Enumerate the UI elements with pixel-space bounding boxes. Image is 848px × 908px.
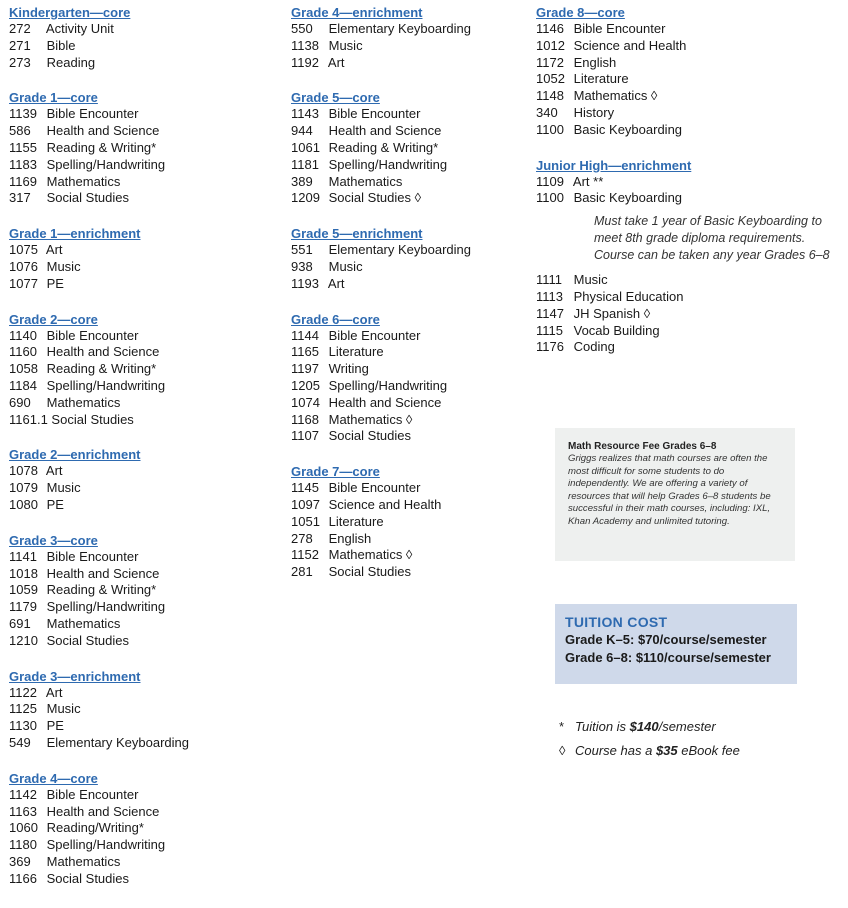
course-number: 340 — [536, 104, 558, 120]
course-row — [9, 174, 279, 191]
course-number: 1075 — [9, 242, 38, 258]
course-row — [9, 804, 279, 821]
course-name: Health and Science — [46, 803, 160, 819]
course-number: 1077 — [9, 275, 38, 291]
course-name: Social Studies — [46, 632, 130, 648]
course-number: 389 — [291, 173, 313, 189]
footnote-asterisk — [559, 715, 839, 739]
course-row — [9, 718, 279, 735]
course-row — [536, 122, 836, 139]
course-row — [9, 735, 279, 752]
course-name: Social Studies ◊ — [328, 190, 422, 206]
course-number: 1100 — [536, 121, 564, 137]
course-row — [291, 328, 531, 345]
course-name: Literature — [573, 71, 629, 87]
course-number: 1193 — [291, 275, 319, 291]
course-row — [9, 55, 279, 72]
course-number: 1141 — [9, 548, 37, 564]
course-name: Art — [45, 242, 63, 258]
course-number: 1139 — [9, 106, 37, 122]
course-row — [291, 412, 531, 429]
course-number: 1079 — [9, 480, 38, 496]
course-name: Music — [46, 258, 81, 274]
course-row — [9, 685, 279, 702]
course-row — [9, 242, 279, 259]
math-fee-body: Griggs realizes that math courses are often the most difficult for some students to do independently. We are offering a variety of resources that will help Grades 6–8 students be successful in their math courses, including: IXL, Khan Academy and unlimited tutoring. — [568, 453, 771, 527]
course-number: 1142 — [9, 786, 37, 802]
course-name: Mathematics — [328, 173, 403, 189]
course-row — [291, 123, 531, 140]
course-number: 938 — [291, 258, 313, 274]
course-name: English — [328, 530, 372, 546]
course-name: History — [573, 104, 615, 120]
section-heading: Grade 1—enrichment — [9, 226, 141, 242]
course-row — [9, 837, 279, 854]
course-row — [9, 157, 279, 174]
section-grade-4-core — [9, 770, 279, 888]
section-heading: Junior High—enrichment — [536, 157, 692, 173]
course-number: 550 — [291, 21, 313, 36]
course-row — [536, 289, 836, 306]
course-name: Science and Health — [328, 496, 442, 512]
course-number: 1197 — [291, 361, 319, 377]
course-number: 278 — [291, 530, 313, 546]
course-name: Health and Science — [328, 394, 442, 410]
course-row — [9, 276, 279, 293]
course-column-2 — [291, 4, 531, 599]
footnote-amount: $35 — [655, 743, 678, 758]
course-row — [536, 55, 836, 72]
course-number: 1143 — [291, 106, 319, 122]
course-number: 1146 — [536, 21, 564, 36]
course-row — [9, 140, 279, 157]
course-row — [9, 480, 279, 497]
footnote-text: eBook fee — [677, 743, 740, 758]
course-row — [9, 582, 279, 599]
course-row — [9, 38, 279, 55]
course-name: Health and Science — [46, 565, 160, 581]
course-column-3 — [536, 4, 836, 374]
course-number: 1100 — [536, 190, 564, 206]
course-number: 1078 — [9, 463, 38, 479]
course-row — [536, 88, 836, 105]
tuition-line-6-8: Grade 6–8: $110/course/semester — [565, 650, 771, 665]
course-row — [291, 276, 531, 293]
course-name: Art — [45, 463, 63, 479]
course-name: Music — [46, 480, 81, 496]
course-name: PE — [46, 718, 64, 734]
course-row — [9, 633, 279, 650]
course-name: Coding — [573, 339, 615, 355]
course-row — [291, 242, 531, 259]
section-heading: Grade 4—enrichment — [291, 5, 423, 20]
math-fee-title: Math Resource Fee Grades 6–8 — [568, 441, 717, 452]
course-row — [536, 339, 836, 356]
course-number: 551 — [291, 242, 313, 258]
course-name: Social Studies — [46, 190, 130, 206]
course-name: Health and Science — [46, 123, 160, 139]
course-number: 1012 — [536, 37, 565, 53]
course-row — [291, 259, 531, 276]
course-number: 281 — [291, 564, 313, 580]
course-name: Bible Encounter — [46, 786, 139, 802]
course-row — [9, 123, 279, 140]
section-kindergarten-core — [9, 4, 279, 71]
course-number: 1166 — [9, 870, 37, 886]
course-row — [291, 55, 531, 72]
course-number: 586 — [9, 123, 31, 139]
course-name: Spelling/Handwriting — [328, 156, 448, 172]
course-number: 1052 — [536, 71, 565, 87]
course-name: Mathematics — [46, 173, 121, 189]
section-heading: Grade 4—core — [9, 770, 98, 786]
course-name: Vocab Building — [573, 322, 660, 338]
course-number: 1165 — [291, 344, 319, 360]
course-row — [291, 140, 531, 157]
section-grade-5-enrichment — [291, 225, 531, 292]
course-row — [291, 38, 531, 55]
course-name: Bible Encounter — [328, 106, 421, 122]
course-name: Literature — [328, 344, 384, 360]
course-row — [9, 787, 279, 804]
course-row — [9, 361, 279, 378]
math-resource-fee-box — [555, 428, 795, 561]
course-number: 1109 — [536, 173, 564, 189]
course-column-1 — [9, 4, 279, 905]
course-number: 1144 — [291, 327, 319, 343]
course-number: 1184 — [9, 377, 37, 393]
course-name: Spelling/Handwriting — [46, 377, 166, 393]
course-row — [536, 190, 836, 207]
course-name: PE — [46, 275, 64, 291]
course-number: 1140 — [9, 327, 37, 343]
course-number: 1107 — [291, 428, 319, 444]
course-number: 271 — [9, 37, 31, 53]
course-number: 690 — [9, 394, 31, 410]
course-row — [9, 395, 279, 412]
course-number: 1183 — [9, 156, 37, 172]
tuition-title: TUITION COST — [565, 614, 668, 630]
course-number: 1147 — [536, 305, 564, 321]
footnote-mark: * — [559, 719, 565, 734]
course-number: 1176 — [536, 339, 564, 355]
course-row — [9, 701, 279, 718]
section-grade-3-enrichment — [9, 668, 279, 752]
course-row — [536, 174, 836, 191]
course-number: 1172 — [536, 54, 564, 70]
section-grade-3-core — [9, 532, 279, 650]
course-row — [9, 599, 279, 616]
course-row — [9, 566, 279, 583]
course-name: Bible Encounter — [46, 548, 139, 564]
course-number: 1169 — [9, 173, 37, 189]
course-name: Art — [327, 54, 345, 70]
course-row — [536, 272, 836, 289]
course-row — [9, 21, 279, 38]
course-name: Spelling/Handwriting — [46, 837, 166, 853]
course-row — [291, 564, 531, 581]
course-number: 1111 — [536, 272, 563, 288]
course-number: 691 — [9, 615, 31, 631]
course-row — [291, 480, 531, 497]
footnote-text: /semester — [658, 719, 716, 734]
course-row — [536, 21, 836, 38]
course-number: 1148 — [536, 88, 564, 104]
course-name: Elementary Keyboarding — [46, 734, 189, 750]
course-name: Art — [45, 684, 63, 700]
course-row — [9, 854, 279, 871]
course-number: 1018 — [9, 565, 38, 581]
course-name: Art ** — [572, 173, 604, 189]
course-number: 1181 — [291, 156, 319, 172]
course-name: Reading & Writing* — [46, 139, 157, 155]
course-row — [536, 323, 836, 340]
course-number: 1113 — [536, 288, 563, 304]
course-name: Mathematics ◊ — [328, 547, 413, 563]
course-row — [536, 306, 836, 323]
course-row — [291, 547, 531, 564]
section-grade-2-enrichment — [9, 446, 279, 513]
course-name: Bible Encounter — [328, 480, 421, 496]
course-name: Social Studies — [51, 411, 134, 427]
course-name: Music — [573, 272, 608, 288]
course-row — [291, 106, 531, 123]
course-number: 1059 — [9, 582, 38, 598]
course-row — [291, 344, 531, 361]
course-name: Reading & Writing* — [46, 582, 157, 598]
course-row — [9, 344, 279, 361]
course-number: 273 — [9, 54, 31, 70]
course-name: Reading & Writing* — [46, 361, 157, 377]
course-name: English — [573, 54, 617, 70]
section-grade-8-core — [536, 4, 836, 139]
course-row — [291, 497, 531, 514]
course-name: Social Studies — [328, 428, 412, 444]
course-name: Social Studies — [46, 870, 130, 886]
course-number: 549 — [9, 734, 31, 750]
course-name: Mathematics — [46, 615, 121, 631]
section-heading: Grade 1—core — [9, 90, 98, 106]
course-name: Activity Unit — [45, 21, 114, 36]
course-number: 1210 — [9, 632, 38, 648]
course-row — [291, 378, 531, 395]
course-number: 1155 — [9, 139, 37, 155]
course-number: 1061 — [291, 139, 320, 155]
course-number: 1145 — [291, 480, 319, 496]
course-name: Basic Keyboarding — [573, 190, 683, 206]
course-name: Science and Health — [573, 37, 687, 53]
course-row — [9, 328, 279, 345]
course-row — [9, 106, 279, 123]
footnote-text: Course has a — [575, 743, 656, 758]
course-name: Bible Encounter — [46, 327, 139, 343]
course-row — [291, 395, 531, 412]
course-name: Spelling/Handwriting — [328, 377, 448, 393]
course-number: 1163 — [9, 803, 37, 819]
course-number: 1076 — [9, 258, 38, 274]
section-heading: Kindergarten—core — [9, 5, 131, 20]
section-grade-1-enrichment — [9, 225, 279, 292]
course-row — [9, 412, 279, 429]
course-number: 1152 — [291, 547, 319, 563]
course-row — [536, 71, 836, 88]
footnote-diamond — [559, 739, 839, 763]
course-name: Reading & Writing* — [328, 139, 439, 155]
course-row — [291, 190, 531, 207]
course-name: Social Studies — [328, 564, 412, 580]
course-row — [9, 190, 279, 207]
course-name: Elementary Keyboarding — [328, 21, 471, 36]
course-name: Mathematics ◊ — [573, 88, 658, 104]
course-number: 1138 — [291, 37, 319, 53]
keyboarding-requirement-note: Must take 1 year of Basic Keyboarding to meet 8th grade diploma requirements. Course can be taken any year Grades 6–8 — [594, 214, 830, 263]
course-number: 272 — [9, 21, 31, 36]
section-heading: Grade 5—core — [291, 90, 380, 106]
course-number: 1074 — [291, 394, 320, 410]
course-name: Reading/Writing* — [46, 820, 144, 836]
course-name: Health and Science — [328, 123, 442, 139]
course-number: 1125 — [9, 701, 37, 717]
footnote-amount: $140 — [629, 719, 659, 734]
course-name: Physical Education — [573, 288, 684, 304]
footnote-mark: ◊ — [559, 743, 566, 758]
course-row — [291, 157, 531, 174]
course-name: Music — [46, 701, 81, 717]
course-row — [9, 463, 279, 480]
course-name: Elementary Keyboarding — [328, 242, 471, 258]
course-number: 1051 — [291, 513, 320, 529]
course-row — [291, 514, 531, 531]
course-number: 1180 — [9, 837, 37, 853]
course-name: Mathematics ◊ — [328, 411, 413, 427]
course-name: Bible — [46, 37, 76, 53]
section-junior-high-enrichment — [536, 157, 836, 357]
course-name: Bible Encounter — [573, 21, 666, 36]
course-number: 1122 — [9, 684, 37, 700]
course-name: Health and Science — [46, 344, 160, 360]
course-number: 369 — [9, 853, 31, 869]
course-row — [291, 361, 531, 378]
course-name: Literature — [328, 513, 384, 529]
course-name: Writing — [328, 361, 369, 377]
course-row — [9, 259, 279, 276]
course-name: Bible Encounter — [46, 106, 139, 122]
section-heading: Grade 2—core — [9, 311, 98, 327]
course-row — [9, 616, 279, 633]
course-row — [536, 38, 836, 55]
course-row — [291, 21, 531, 38]
course-name: Music — [328, 258, 363, 274]
course-name: Basic Keyboarding — [573, 121, 683, 137]
course-row — [9, 378, 279, 395]
course-row — [536, 105, 836, 122]
course-number: 1060 — [9, 820, 38, 836]
course-name: Spelling/Handwriting — [46, 156, 166, 172]
course-row — [9, 497, 279, 514]
course-number: 317 — [9, 190, 31, 206]
section-grade-2-core — [9, 311, 279, 429]
section-grade-1-core — [9, 89, 279, 207]
course-number: 1097 — [291, 496, 320, 512]
course-name: Music — [328, 37, 363, 53]
course-number: 1192 — [291, 54, 319, 70]
section-heading: Grade 8—core — [536, 5, 625, 20]
section-grade-5-core — [291, 89, 531, 207]
footnotes — [559, 715, 839, 763]
course-row — [9, 549, 279, 566]
section-heading: Grade 3—enrichment — [9, 668, 141, 684]
course-row — [291, 428, 531, 445]
course-number: 1130 — [9, 718, 37, 734]
section-heading: Grade 5—enrichment — [291, 226, 423, 242]
course-row — [291, 174, 531, 191]
section-heading: Grade 6—core — [291, 311, 380, 327]
section-grade-7-core — [291, 463, 531, 581]
course-number: 1161.1 — [9, 411, 48, 427]
course-name: Reading — [46, 54, 96, 70]
tuition-line-k5: Grade K–5: $70/course/semester — [565, 632, 767, 647]
footnote-text: Tuition is — [575, 719, 630, 734]
tuition-cost-box — [555, 604, 797, 684]
course-number: 1205 — [291, 377, 320, 393]
course-number: 1168 — [291, 411, 319, 427]
course-row — [9, 820, 279, 837]
section-heading: Grade 3—core — [9, 532, 98, 548]
section-grade-4-enrichment — [291, 4, 531, 71]
course-number: 1080 — [9, 496, 38, 512]
course-name: Art — [327, 275, 345, 291]
course-name: Mathematics — [46, 853, 121, 869]
course-number: 1160 — [9, 344, 37, 360]
section-heading: Grade 2—enrichment — [9, 447, 141, 463]
course-number: 1115 — [536, 322, 563, 338]
course-number: 1058 — [9, 361, 38, 377]
course-number: 1209 — [291, 190, 320, 206]
course-row — [291, 531, 531, 548]
course-number: 1179 — [9, 599, 37, 615]
course-number: 944 — [291, 123, 313, 139]
course-name: JH Spanish ◊ — [573, 305, 651, 321]
section-heading: Grade 7—core — [291, 464, 380, 480]
course-name: Spelling/Handwriting — [46, 599, 166, 615]
course-row — [9, 871, 279, 888]
course-name: PE — [46, 496, 64, 512]
course-name: Mathematics — [46, 394, 121, 410]
course-name: Bible Encounter — [328, 327, 421, 343]
section-grade-6-core — [291, 311, 531, 446]
